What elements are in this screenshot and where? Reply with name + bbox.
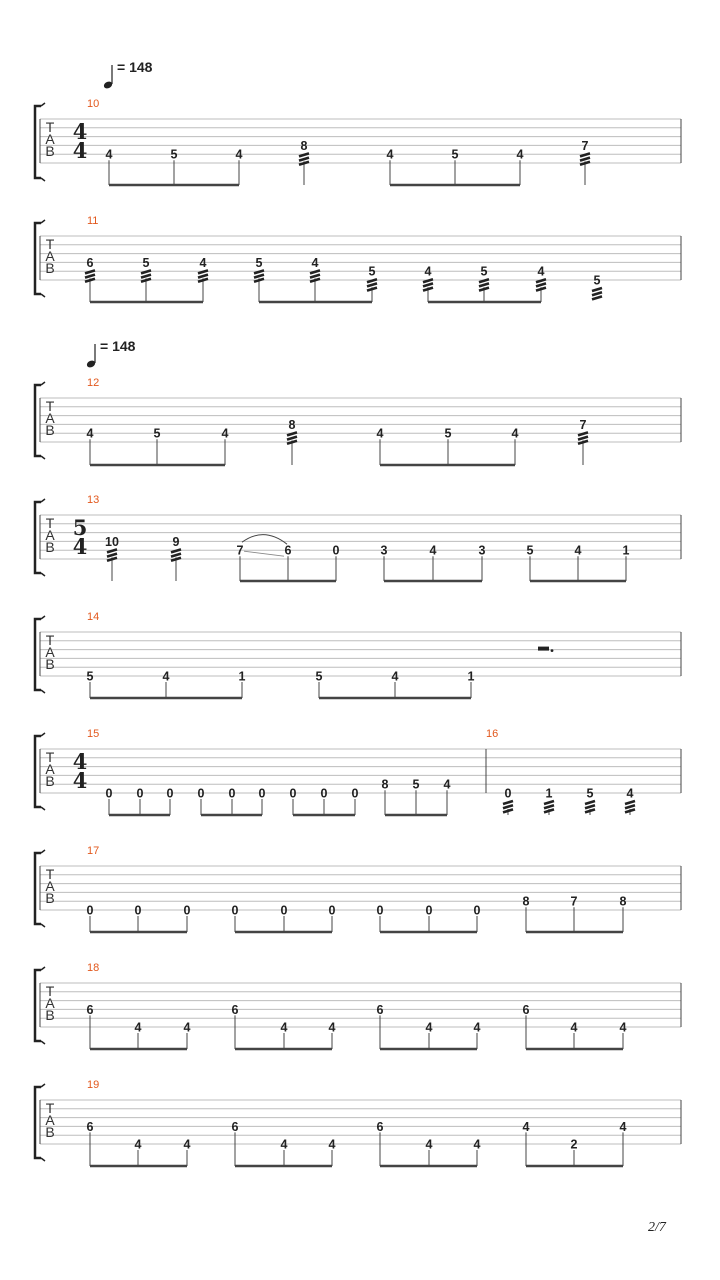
tremolo-stroke xyxy=(310,279,320,282)
fret-number: 0 xyxy=(86,903,94,918)
fret-number: 4 xyxy=(619,1020,627,1035)
tab-clef-letter: T xyxy=(45,1100,55,1116)
fret-number: 4 xyxy=(443,777,451,792)
tab-clef-letter: A xyxy=(45,410,55,426)
staff-system-15 xyxy=(35,728,681,815)
fret-number: 5 xyxy=(593,273,601,288)
fret-number: 4 xyxy=(626,786,634,801)
tremolo-stroke xyxy=(592,292,602,295)
tab-clef-letter: A xyxy=(45,131,55,147)
fret-number: 4 xyxy=(376,426,384,441)
tab-clef-letter: T xyxy=(45,398,55,414)
fret-number: 6 xyxy=(86,255,94,270)
tremolo-stroke xyxy=(592,296,602,299)
fret-number: 7 xyxy=(570,894,578,909)
fret-number: 7 xyxy=(579,417,587,432)
bar-number: 12 xyxy=(87,377,100,389)
bracket-hook-bottom xyxy=(41,294,45,297)
fret-number: 0 xyxy=(351,786,359,801)
fret-number: 9 xyxy=(172,534,180,549)
tab-clef-letter: A xyxy=(45,878,55,894)
fret-number: 4 xyxy=(425,1020,433,1035)
bracket-hook-top xyxy=(41,499,45,502)
tremolo-stroke xyxy=(585,809,595,812)
fret-number: 4 xyxy=(473,1137,481,1152)
fret-number: 5 xyxy=(526,543,534,558)
fret-number: 1 xyxy=(238,669,246,684)
bar-number: 13 xyxy=(87,494,100,506)
fret-number: 4 xyxy=(619,1119,627,1134)
fret-number: 4 xyxy=(391,669,399,684)
bar-number: 17 xyxy=(87,845,100,857)
tremolo-stroke xyxy=(585,801,595,804)
tab-clef-letter: A xyxy=(45,761,55,777)
fret-number: 4 xyxy=(86,426,94,441)
fret-number: 0 xyxy=(258,786,266,801)
bracket-hook-top xyxy=(41,850,45,853)
tab-clef-letter: A xyxy=(45,995,55,1011)
fret-number: 4 xyxy=(134,1137,142,1152)
tremolo-stroke xyxy=(503,805,513,808)
fret-number: 8 xyxy=(300,138,308,153)
tab-clef-letter: T xyxy=(45,236,55,252)
fret-number: 5 xyxy=(451,147,459,162)
fret-number: 4 xyxy=(183,1020,191,1035)
tremolo-stroke xyxy=(625,809,635,812)
fret-number: 4 xyxy=(386,147,394,162)
fret-number: 0 xyxy=(134,903,142,918)
fret-number: 5 xyxy=(315,669,323,684)
tremolo-stroke xyxy=(198,275,208,278)
time-signature-top: 4 xyxy=(72,119,88,144)
tremolo-stroke xyxy=(299,158,309,161)
tremolo-stroke xyxy=(107,554,117,557)
tremolo-stroke xyxy=(503,801,513,804)
fret-number: 0 xyxy=(504,786,512,801)
tremolo-stroke xyxy=(254,275,264,278)
fret-number: 6 xyxy=(376,1119,384,1134)
fret-number: 0 xyxy=(425,903,433,918)
staff-system-12 xyxy=(35,338,681,465)
fret-number: 0 xyxy=(328,903,336,918)
staff-system-11 xyxy=(35,215,681,302)
fret-number: 3 xyxy=(380,543,388,558)
tab-clef-letter: B xyxy=(45,1007,55,1023)
tremolo-stroke xyxy=(367,288,377,291)
fret-number: 7 xyxy=(581,138,589,153)
bar-number: 15 xyxy=(87,728,100,740)
fret-number: 6 xyxy=(231,1002,239,1017)
tremolo-stroke xyxy=(367,283,377,286)
tab-clef-letter: B xyxy=(45,773,55,789)
fret-number: 4 xyxy=(235,147,243,162)
fret-number: 7 xyxy=(236,543,244,558)
fret-number: 4 xyxy=(473,1020,481,1035)
fret-number: 4 xyxy=(429,543,437,558)
fret-number: 6 xyxy=(284,543,292,558)
fret-number: 5 xyxy=(480,264,488,279)
fret-number: 4 xyxy=(328,1020,336,1035)
fret-number: 6 xyxy=(86,1002,94,1017)
fret-number: 0 xyxy=(289,786,297,801)
tab-clef-letter: B xyxy=(45,1124,55,1140)
tremolo-stroke xyxy=(625,805,635,808)
fret-number: 4 xyxy=(221,426,229,441)
tempo-marking: = 148 xyxy=(100,338,136,354)
fret-number: 6 xyxy=(376,1002,384,1017)
half-rest-icon xyxy=(538,647,549,651)
fret-number: 4 xyxy=(280,1020,288,1035)
tempo-marking: = 148 xyxy=(117,59,153,75)
tab-clef-letter: T xyxy=(45,119,55,135)
tab-clef-letter: B xyxy=(45,539,55,555)
fret-number: 4 xyxy=(574,543,582,558)
tab-clef-letter: A xyxy=(45,527,55,543)
tremolo-stroke xyxy=(254,279,264,282)
fret-number: 8 xyxy=(381,777,389,792)
fret-number: 6 xyxy=(86,1119,94,1134)
fret-number: 8 xyxy=(619,894,627,909)
fret-number: 5 xyxy=(255,255,263,270)
fret-number: 0 xyxy=(228,786,236,801)
fret-number: 4 xyxy=(511,426,519,441)
staff-system-14 xyxy=(35,611,681,698)
bar-number: 14 xyxy=(87,611,100,623)
staff-system-17 xyxy=(35,845,681,932)
tab-clef-letter: B xyxy=(45,143,55,159)
fret-number: 1 xyxy=(622,543,630,558)
fret-number: 4 xyxy=(425,1137,433,1152)
fret-number: 10 xyxy=(105,534,119,549)
staff-system-13 xyxy=(35,494,681,581)
slur-arc xyxy=(242,535,287,545)
fret-number: 4 xyxy=(162,669,170,684)
bar-number: 19 xyxy=(87,1079,100,1091)
fret-number: 0 xyxy=(183,903,191,918)
bracket-hook-top xyxy=(41,616,45,619)
tremolo-stroke xyxy=(580,158,590,161)
bracket-hook-top xyxy=(41,1084,45,1087)
fret-number: 5 xyxy=(142,255,150,270)
staff-system-10 xyxy=(35,59,681,185)
tremolo-stroke xyxy=(536,283,546,286)
fret-number: 1 xyxy=(545,786,553,801)
fret-number: 4 xyxy=(570,1020,578,1035)
tremolo-stroke xyxy=(287,441,297,444)
tremolo-stroke xyxy=(423,283,433,286)
fret-number: 0 xyxy=(105,786,113,801)
fret-number: 4 xyxy=(424,264,432,279)
fret-number: 8 xyxy=(288,417,296,432)
fret-number: 5 xyxy=(444,426,452,441)
bracket-hook-bottom xyxy=(41,807,45,810)
fret-number: 5 xyxy=(368,264,376,279)
tremolo-stroke xyxy=(544,805,554,808)
tremolo-stroke xyxy=(536,288,546,291)
fret-number: 8 xyxy=(522,894,530,909)
fret-number: 4 xyxy=(537,264,545,279)
tremolo-stroke xyxy=(287,437,297,440)
bracket-hook-top xyxy=(41,733,45,736)
tab-clef-letter: T xyxy=(45,632,55,648)
fret-number: 0 xyxy=(332,543,340,558)
tremolo-stroke xyxy=(479,288,489,291)
tab-clef-letter: T xyxy=(45,983,55,999)
fret-number: 5 xyxy=(86,669,94,684)
tremolo-stroke xyxy=(592,288,602,291)
slide-line xyxy=(244,551,284,556)
fret-number: 4 xyxy=(328,1137,336,1152)
bar-number: 16 xyxy=(486,728,499,740)
tremolo-stroke xyxy=(198,279,208,282)
time-signature-bottom: 4 xyxy=(72,138,88,163)
fret-number: 0 xyxy=(166,786,174,801)
fret-number: 4 xyxy=(105,147,113,162)
fret-number: 3 xyxy=(478,543,486,558)
fret-number: 0 xyxy=(197,786,205,801)
fret-number: 6 xyxy=(231,1119,239,1134)
time-signature-top: 5 xyxy=(72,515,88,540)
tremolo-stroke xyxy=(299,162,309,165)
bracket-hook-top xyxy=(41,220,45,223)
bracket-hook-top xyxy=(41,382,45,385)
tab-clef-letter: T xyxy=(45,749,55,765)
bar-number: 10 xyxy=(87,98,100,110)
bracket-hook-bottom xyxy=(41,690,45,693)
tab-clef-letter: A xyxy=(45,248,55,264)
fret-number: 0 xyxy=(376,903,384,918)
bracket-hook-top xyxy=(41,103,45,106)
fret-number: 4 xyxy=(183,1137,191,1152)
page-number: 2/7 xyxy=(648,1220,666,1235)
staff-system-18 xyxy=(35,962,681,1049)
tab-clef-letter: B xyxy=(45,890,55,906)
tremolo-stroke xyxy=(85,279,95,282)
tab-clef-letter: A xyxy=(45,1112,55,1128)
staff-system-19 xyxy=(35,1079,681,1166)
tremolo-stroke xyxy=(625,801,635,804)
tremolo-stroke xyxy=(578,441,588,444)
fret-number: 5 xyxy=(412,777,420,792)
bracket-hook-bottom xyxy=(41,456,45,459)
fret-number: 2 xyxy=(570,1137,578,1152)
tremolo-stroke xyxy=(141,275,151,278)
tremolo-stroke xyxy=(85,275,95,278)
fret-number: 5 xyxy=(586,786,594,801)
bracket-hook-bottom xyxy=(41,178,45,181)
fret-number: 6 xyxy=(522,1002,530,1017)
fret-number: 0 xyxy=(320,786,328,801)
time-signature-bottom: 4 xyxy=(72,534,88,559)
tremolo-stroke xyxy=(479,283,489,286)
tremolo-stroke xyxy=(141,279,151,282)
tab-clef-letter: B xyxy=(45,422,55,438)
tremolo-stroke xyxy=(544,801,554,804)
fret-number: 5 xyxy=(153,426,161,441)
tremolo-stroke xyxy=(578,437,588,440)
fret-number: 4 xyxy=(516,147,524,162)
tab-clef-letter: T xyxy=(45,515,55,531)
fret-number: 4 xyxy=(134,1020,142,1035)
time-signature-bottom: 4 xyxy=(72,768,88,793)
tremolo-stroke xyxy=(503,809,513,812)
rest-dot-icon xyxy=(551,649,554,652)
bracket-hook-bottom xyxy=(41,573,45,576)
tab-clef-letter: A xyxy=(45,644,55,660)
tab-clef-letter: B xyxy=(45,260,55,276)
tremolo-stroke xyxy=(171,554,181,557)
bracket-hook-bottom xyxy=(41,924,45,927)
tremolo-stroke xyxy=(171,558,181,561)
bracket-hook-bottom xyxy=(41,1041,45,1044)
fret-number: 0 xyxy=(473,903,481,918)
tremolo-stroke xyxy=(544,809,554,812)
tremolo-stroke xyxy=(580,162,590,165)
fret-number: 1 xyxy=(467,669,475,684)
tremolo-stroke xyxy=(423,288,433,291)
fret-number: 0 xyxy=(136,786,144,801)
bar-number: 18 xyxy=(87,962,100,974)
tremolo-stroke xyxy=(310,275,320,278)
tremolo-stroke xyxy=(107,558,117,561)
fret-number: 5 xyxy=(170,147,178,162)
bracket-hook-top xyxy=(41,967,45,970)
fret-number: 4 xyxy=(522,1119,530,1134)
time-signature-top: 4 xyxy=(72,749,88,774)
bracket-hook-bottom xyxy=(41,1158,45,1161)
fret-number: 4 xyxy=(311,255,319,270)
bar-number: 11 xyxy=(87,215,99,227)
tab-clef-letter: T xyxy=(45,866,55,882)
fret-number: 0 xyxy=(280,903,288,918)
fret-number: 0 xyxy=(231,903,239,918)
fret-number: 4 xyxy=(280,1137,288,1152)
tremolo-stroke xyxy=(585,805,595,808)
fret-number: 4 xyxy=(199,255,207,270)
tab-clef-letter: B xyxy=(45,656,55,672)
